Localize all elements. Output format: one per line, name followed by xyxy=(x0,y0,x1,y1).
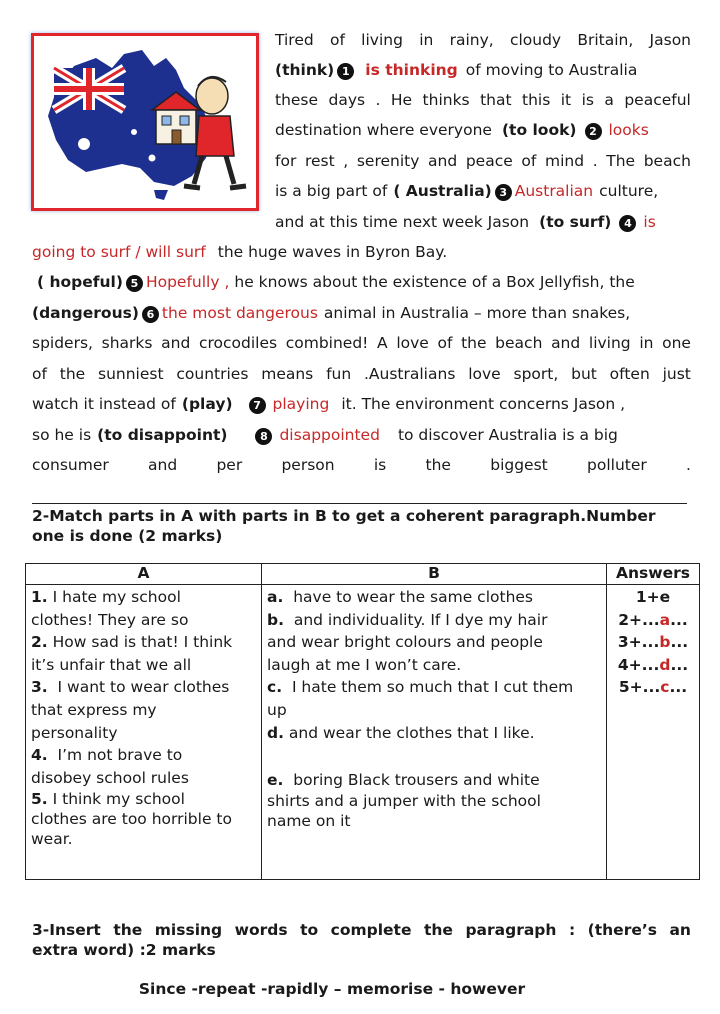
text-line-14: so he is (to disappoint) 8 disappointed to discover Australia is a big xyxy=(32,426,618,444)
answer-1: 1+e xyxy=(635,588,671,606)
number-badge-2: 2 xyxy=(585,123,602,140)
text-line-11: spiders, sharks and crocodiles combined! A love of the beach and living in one xyxy=(32,334,691,352)
answer-2: 2+...a... xyxy=(618,610,688,629)
b-item-c: c. I hate them so much that I cut them xyxy=(267,678,574,697)
column-a-cell: 1. I hate my school clothes! They are so 2. How sad is that! I think it’s unfair that we all 3. I want to wear clothes that express my personality 4. I’m not brave to disobey school rules 5. I think my school clothes are too horrible to wear. xyxy=(26,585,262,880)
a-item-3: 3. I want to wear clothes xyxy=(31,678,230,697)
text-line-6: is a big part of ( Australia) 3 Australian culture, xyxy=(275,182,659,200)
text-line-4: destination where everyone (to look) 2 looks xyxy=(275,121,649,139)
answers-cell xyxy=(607,585,700,880)
text-line-2: (think) 1 is thinking of moving to Australia xyxy=(275,61,638,79)
table-header-row xyxy=(26,564,700,585)
number-badge-1: 1 xyxy=(337,63,354,80)
answer-3: 3+...b... xyxy=(617,633,689,652)
text-line-12: of the sunniest countries means fun .Australians love sport, but often just xyxy=(32,365,691,383)
text-line-8: going to surf / will surf the huge waves in Byron Bay. xyxy=(32,243,448,261)
number-badge-3: 3 xyxy=(495,184,512,201)
answer-4: 4+...d... xyxy=(617,655,689,674)
a-item-2: 2. How sad is that! I think xyxy=(31,633,233,652)
b-item-a: a. have to wear the same clothes xyxy=(267,588,533,606)
text-line-9: ( hopeful) 5 Hopefully , he knows about the existence of a Box Jellyfish, the xyxy=(37,273,635,291)
column-header-a: A xyxy=(26,564,262,585)
section-divider xyxy=(32,503,687,504)
number-badge-4: 4 xyxy=(619,215,636,232)
number-badge-6: 6 xyxy=(142,306,159,323)
text-line-3: these days . He thinks that this it is a peaceful xyxy=(275,91,691,109)
number-badge-8: 8 xyxy=(255,428,272,445)
a-item-4: 4. I’m not brave to xyxy=(31,746,183,765)
text-line-13: watch it instead of (play) 7 playing it. The environment concerns Jason , xyxy=(32,395,626,413)
word-bank: Since -repeat -rapidly – memorise - however xyxy=(138,980,526,998)
text-line-5: for rest , serenity and peace of mind . The beach xyxy=(275,152,691,170)
b-item-b: b. and individuality. If I dye my hair xyxy=(267,610,548,629)
b-item-e: e. boring Black trousers and white xyxy=(267,770,540,789)
answer-5: 5+...c... xyxy=(618,678,688,697)
australia-illustration xyxy=(31,33,259,211)
number-badge-5: 5 xyxy=(126,275,143,292)
text-line-10: (dangerous) 6 the most dangerous animal in Australia – more than snakes, xyxy=(32,304,631,322)
matching-table xyxy=(25,563,700,880)
text-line-7: and at this time next week Jason (to surf) 4 is xyxy=(275,213,656,231)
number-badge-7: 7 xyxy=(249,397,266,414)
column-header-b: B xyxy=(262,564,607,585)
exercise-3-title-line-2: extra word) :2 marks xyxy=(32,941,216,959)
text-line-15: consumer and per person is the biggest polluter . xyxy=(32,456,691,474)
b-item-d: d. and wear the clothes that I like. xyxy=(267,723,535,742)
a-item-5: 5. I think my school xyxy=(31,790,185,809)
a-item-1: 1. I hate my school xyxy=(31,588,181,606)
table-body-row xyxy=(26,585,700,880)
column-header-answers: Answers xyxy=(607,564,700,585)
exercise-2-title-line-2: one is done (2 marks) xyxy=(32,527,223,545)
text-line-1: Tired of living in rainy, cloudy Britain, Jason xyxy=(275,31,691,49)
exercise-2-title: 2-Match parts in A with parts in B to get a coherent paragraph.Number xyxy=(32,507,656,525)
exercise-3-title: 3-Insert the missing words to complete the paragraph : (there’s an xyxy=(32,921,691,939)
australia-map-icon xyxy=(34,36,256,208)
column-b-cell: a. have to wear the same clothes b. and individuality. If I dye my hair and wear bright colours and people laugh at me I won’t care. c. I hate them so much that I cut them up d. and wear the clothes that I like. e. boring Black trousers and white shirts and a jumper with the school name on it xyxy=(262,585,607,880)
